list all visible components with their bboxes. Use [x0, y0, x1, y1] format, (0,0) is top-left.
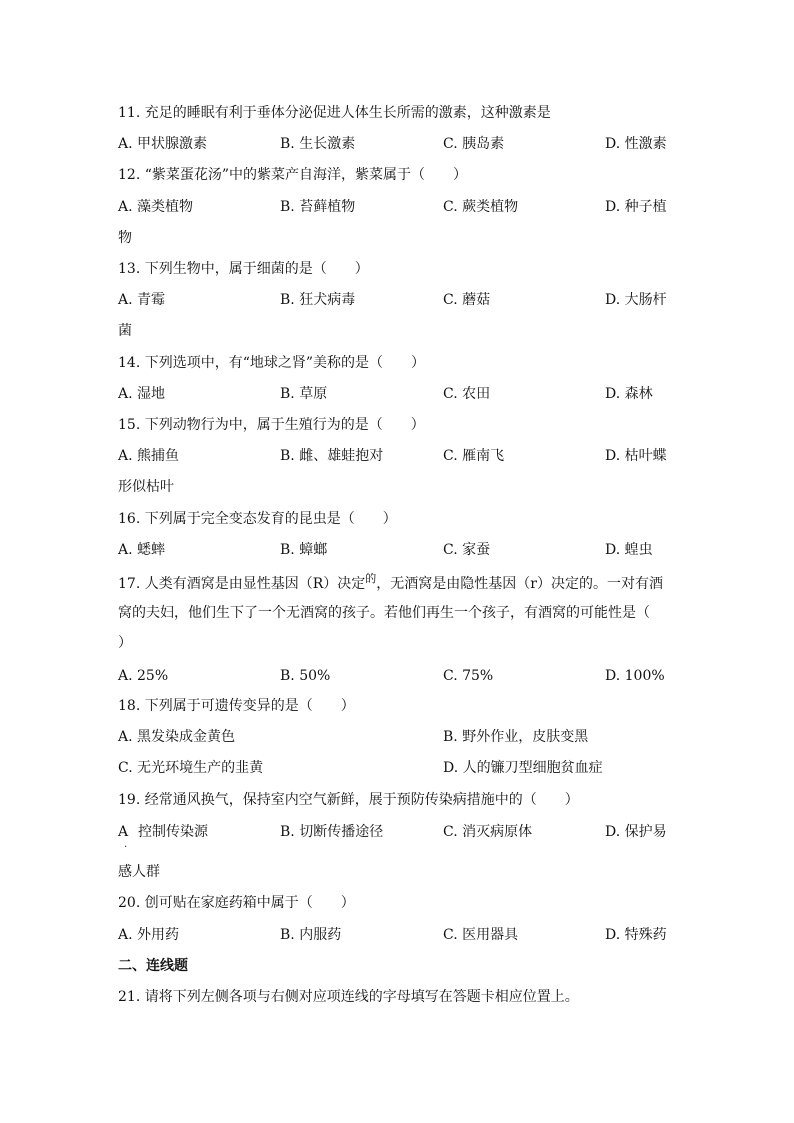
q19-option-c: C. 消灭病原体	[443, 824, 533, 840]
q11-option-b: B. 生长激素	[280, 136, 356, 152]
q13-option-b: B. 狂犬病毒	[280, 292, 356, 308]
q15-option-c: C. 雁南飞	[443, 448, 505, 464]
question-21-stem: 21. 请将下列左侧各项与右侧对应项连线的字母填写在答题卡相应位置上。	[118, 989, 579, 1005]
q20-option-c: C. 医用器具	[443, 927, 519, 943]
q11-option-d: D. 性激素	[605, 136, 667, 152]
q19-option-d-continuation: 感人群	[118, 864, 160, 880]
q17-option-a: A. 25%	[118, 668, 169, 684]
q15-option-d: D. 枯叶蝶	[605, 448, 667, 464]
q17-option-b: B. 50%	[280, 668, 331, 684]
q15-option-b: B. 雌、雄蛙抱对	[280, 448, 384, 464]
q19-option-a: 控制传染源	[138, 824, 208, 840]
q17-stem-part2: ，无酒窝是由隐性基因（r）决定的。一对有酒	[376, 576, 663, 592]
q16-option-c: C. 家蚕	[443, 542, 491, 558]
q12-option-b: B. 苔藓植物	[280, 199, 356, 215]
q11-option-a: A. 甲状腺激素	[118, 136, 208, 152]
q13-option-a: A. 青霉	[118, 292, 166, 308]
q19-option-b: B. 切断传播途径	[280, 824, 384, 840]
question-16-stem: 16. 下列属于完全变态发育的昆虫是（ ）	[118, 511, 397, 527]
q13-option-d: D. 大肠杆	[605, 292, 667, 308]
question-18-stem: 18. 下列属于可遗传变异的是（ ）	[118, 698, 355, 714]
q17-stem-part1: 17. 人类有酒窝是由显性基因（R）决定	[118, 576, 366, 592]
q14-option-a: A. 湿地	[118, 386, 166, 402]
question-14-stem: 14. 下列选项中，有“地球之肾”美称的是（ ）	[118, 355, 426, 371]
q11-option-c: C. 胰岛素	[443, 136, 505, 152]
question-11-stem: 11. 充足的睡眠有利于垂体分泌促进人体生长所需的激素，这种激素是	[118, 105, 551, 121]
q16-option-d: D. 蝗虫	[605, 542, 653, 558]
question-17-stem-line1	[118, 572, 663, 594]
q14-option-c: C. 农田	[443, 386, 491, 402]
section-2-heading: 二、连线题	[118, 958, 188, 974]
q15-option-d-continuation: 形似枯叶	[118, 479, 174, 495]
question-15-stem: 15. 下列动物行为中，属于生殖行为的是（ ）	[118, 417, 425, 433]
q13-option-c: C. 蘑菇	[443, 292, 491, 308]
q14-option-b: B. 草原	[280, 386, 328, 402]
q16-option-b: B. 蟑螂	[280, 542, 328, 558]
q19-option-a-dot: .	[124, 839, 128, 850]
question-12-stem: 12. “紫菜蛋花汤”中的紫菜产自海洋，紫菜属于（ ）	[118, 167, 468, 183]
q20-option-a: A. 外用药	[118, 927, 180, 943]
question-20-stem: 20. 创可贴在家庭药箱中属于（ ）	[118, 895, 355, 911]
q19-option-d: D. 保护易	[605, 824, 667, 840]
q18-option-c: C. 无光环境生产的韭黄	[118, 760, 264, 776]
q20-option-d: D. 特殊药	[605, 927, 667, 943]
question-17-stem-line3: ）	[118, 635, 132, 651]
q14-option-d: D. 森林	[605, 386, 653, 402]
q18-option-d: D. 人的镰刀型细胞贫血症	[443, 760, 603, 776]
question-13-stem: 13. 下列生物中，属于细菌的是（ ）	[118, 261, 369, 277]
q17-stem-raised-char: 的	[365, 572, 377, 585]
q20-option-b: B. 内服药	[280, 927, 342, 943]
question-19-stem: 19. 经常通风换气，保持室内空气新鲜，展于预防传染病措施中的（ ）	[118, 792, 579, 808]
q16-option-a: A. 蟋蟀	[118, 542, 166, 558]
q19-option-a-letter: A	[118, 824, 129, 840]
q12-option-c: C. 蕨类植物	[443, 199, 519, 215]
question-17-stem-line2: 窝的夫妇，他们生下了一个无酒窝的孩子。若他们再生一个孩子，有酒窝的可能性是（	[118, 605, 650, 621]
q13-option-d-continuation: 菌	[118, 323, 132, 339]
q12-option-a: A. 藻类植物	[118, 199, 194, 215]
q15-option-a: A. 熊捕鱼	[118, 448, 180, 464]
q17-option-c: C. 75%	[443, 668, 494, 684]
q17-option-d: D. 100%	[605, 668, 665, 684]
q12-option-d: D. 种子植	[605, 199, 667, 215]
q18-option-a: A. 黑发染成金黄色	[118, 729, 236, 745]
q18-option-b: B. 野外作业，皮肤变黑	[443, 729, 589, 745]
q12-option-d-continuation: 物	[118, 230, 132, 246]
